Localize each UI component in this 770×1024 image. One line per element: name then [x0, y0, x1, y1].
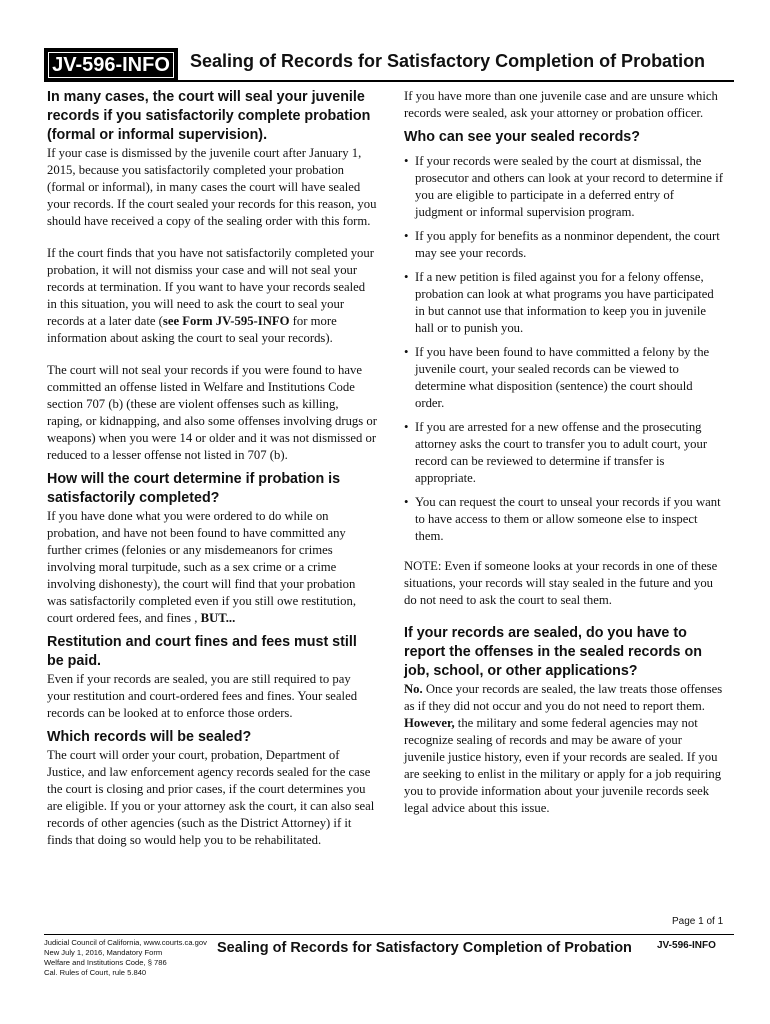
paragraph-multiple-cases: If you have more than one juvenile case and are unsure which records were sealed, ask your attorney or probation officer. [404, 89, 718, 120]
footer-form-id: JV-596-INFO [657, 940, 716, 951]
paragraph-not-satisfactory [47, 245, 377, 347]
footer-meta-line: Cal. Rules of Court, rule 5.840 [44, 968, 147, 977]
page-number: Page 1 of 1 [672, 916, 724, 927]
bullet-text: If you apply for benefits as a nonminor dependent, the court may see your records. [415, 229, 720, 260]
form-reference-link: see Form JV-595-INFO [162, 314, 290, 328]
bullet-text: If your records were sealed by the court at dismissal, the prosecutor and others can look at your record to determine if you are eligible to participate in a deferred entry of judgment or informal supervision program. [415, 154, 723, 219]
bullet-icon: • [404, 495, 409, 509]
bullet-text: If you have been found to have committed a felony by the juvenile court, your sealed records can be viewed to determine what disposition (sentence) the court should order. [415, 345, 710, 410]
note-paragraph: NOTE: Even if someone looks at your records in one of these situations, your records will stay sealed in the future and you do not need to ask the court to seal them. [404, 559, 718, 607]
answer-no: No. [404, 682, 423, 696]
heading-report-offenses: If your records are sealed, do you have to report the offenses in the sealed records on job, school, or other applications? [404, 625, 702, 679]
paragraph-which-records: The court will order your court, probation, Department of Justice, and law enforcement agency records sealed for the case the court is closing and prior cases, if the court determines you are eligible. If you or your attorney ask the court, it can also seal records of other agencies (such as the District Attorney) if it finds that doing so would help you to be rehabilitated. [47, 748, 375, 847]
header-divider [44, 80, 734, 82]
paragraph-dismissal: If your case is dismissed by the juvenile court after January 1, 2015, because you satisfactorily completed your probation (formal or informal), in many cases the court will have sealed your records. If the court sealed your records for this reason, you should have received a copy of the sealing order with this form. [47, 146, 377, 228]
paragraph-not-satisfactory-part2: for more information about asking the court to seal your records). [47, 314, 337, 345]
list-item [404, 228, 724, 262]
paragraph-report-text2: the military and some federal agencies may not recognize sealing of records and may be aware of your juvenile justice history, even if your records are sealed. If you are seeking to enlist in the military or apply for a job requiring you to provide information about your juvenile records seek legal advice about this issue. [404, 716, 722, 815]
paragraph-completion-text: If you have done what you were ordered to do while on probation, and have not been found to have committed any further crimes (felonies or any misdemeanors for crimes involving moral turpitude, such as a sex crime or a crime involving dishonesty), the court will find that your probation was satisfactorily completed even if you still owe restitution, court ordered fees, and fines , [47, 509, 357, 625]
bullet-icon: • [404, 345, 409, 359]
footer-title: Sealing of Records for Satisfactory Completion of Probation [217, 940, 632, 956]
paragraph-707b: The court will not seal your records if you were found to have committed an offense listed in Welfare and Institutions Code section 707 (b) (these are violent offenses such as killing, raping, or kidnapping, and also some offenses involving drugs or weapons) when you were 14 or older and it was not dismissed or reduced to a lesser offense not listed in 707 (b). [47, 363, 377, 462]
right-column [404, 88, 724, 817]
bullet-text: If a new petition is filed against you for a felony offense, probation can look at what programs you have participated in but cannot use that information to keep you in juvenile hall or to punish you. [415, 270, 714, 335]
list-item [404, 153, 724, 221]
bullet-icon: • [404, 270, 409, 284]
bullet-icon: • [404, 420, 409, 434]
heading-seal-records: In many cases, the court will seal your juvenile records if you satisfactorily complete probation (formal or informal supervision). [47, 89, 371, 143]
bullet-text: If you are arrested for a new offense and the prosecuting attorney asks the court to transfer you to adult court, your record can be reviewed to determine if transfer is appropriate. [415, 420, 708, 485]
paragraph-not-satisfactory-part1: If the court finds that you have not satisfactorily completed your probation, it will not dismiss your case and will not seal your records at termination. If you want to have your records sealed in this situation, you will need to ask the court to seal your records at a later date ( [47, 246, 374, 328]
footer-meta-line: Judicial Council of California, www.courts.ca.gov [44, 938, 207, 947]
footer-meta-line: New July 1, 2016, Mandatory Form [44, 948, 163, 957]
list-item [404, 494, 724, 545]
paragraph-report-text1: Once your records are sealed, the law treats those offenses as if they did not occur and you do not need to report them. [404, 682, 723, 713]
list-item [404, 344, 724, 412]
form-id: JV-596-INFO [48, 52, 174, 78]
footer-meta [44, 938, 207, 978]
form-id-badge [44, 48, 178, 80]
list-item [404, 419, 724, 487]
paragraph-restitution: Even if your records are sealed, you are still required to pay your restitution and court-ordered fees and fines. Your sealed records can be looked at to enforce those orders. [47, 672, 358, 720]
page-title: Sealing of Records for Satisfactory Completion of Probation [190, 51, 706, 71]
heading-restitution: Restitution and court fines and fees must still be paid. [47, 634, 357, 669]
paragraph-completion [47, 508, 377, 627]
heading-probation-completed: How will the court determine if probation is satisfactorily completed? [47, 471, 341, 506]
paragraph-report-offenses [404, 681, 724, 817]
answer-however: However, [404, 716, 455, 730]
bullet-icon: • [404, 229, 409, 243]
bullet-icon: • [404, 154, 409, 168]
form-header [44, 48, 734, 82]
list-item [404, 269, 724, 337]
footer-meta-line: Welfare and Institutions Code, § 786 [44, 958, 167, 967]
bullet-text: You can request the court to unseal your records if you want to have access to them or allow someone else to inspect them. [415, 495, 721, 543]
heading-who-can-see: Who can see your sealed records? [404, 129, 640, 145]
left-column [47, 88, 377, 849]
who-can-see-list [404, 153, 724, 545]
footer-divider [44, 934, 734, 935]
heading-which-records: Which records will be sealed? [47, 729, 252, 745]
paragraph-completion-but: BUT... [200, 611, 236, 625]
